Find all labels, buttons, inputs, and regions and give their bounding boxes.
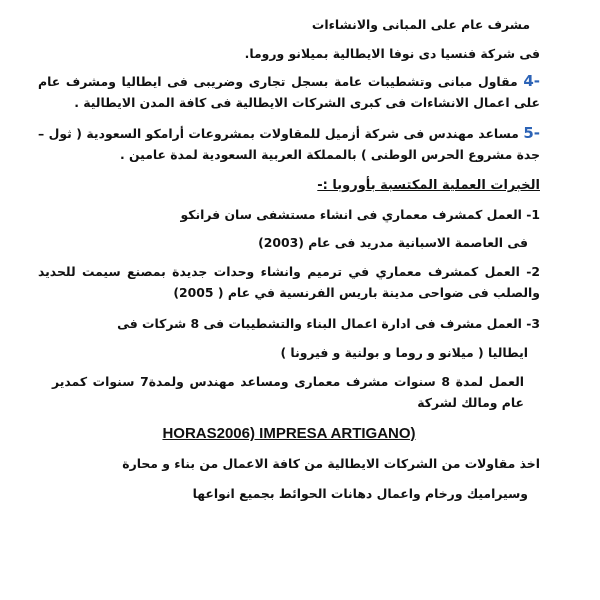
document-body [38,14,540,504]
contracting-line-1: اخذ مقاولات من الشركات الايطالية من كافة الاعمال من بناء و محارة [122,456,540,471]
experience-1-line-1: 1- العمل كمشرف معماري فى انشاء مستشفى سان فرانكو [180,207,540,222]
text-line-2: فى شركة فنسيا دى نوفا الايطالية بميلانو وروما. [244,46,540,61]
paragraph-5-text: مساعد مهندس فى شركة أزميل للمقاولات بمشروعات أرامكو السعودية ( ثول – جدة مشروع الحرس الوطنى ) بالمملكة العربية السعودية لمدة عامين . [38,126,540,162]
paragraph-4-text: مقاول مبانى وتشطيبات عامة بسجل تجارى وضريبى فى ايطاليا ومشرف عام على اعمال الانشاءات فى كبرى الشركات الايطالية فى كافة المدن الايطالية . [38,74,540,110]
paragraph-4 [38,71,540,113]
item-number-4: -4 [523,72,540,90]
item-number-5: -5 [523,124,540,142]
experience-3-line-1: 3- العمل مشرف فى ادارة اعمال البناء والتشطيبات فى 8 شركات فى [117,316,540,331]
experience-1-line-2: فى العاصمة الاسبانية مدريد فى عام (2003) [258,235,528,250]
section-heading: الخبرات العملية المكتسبة بأوروبا :- [317,178,540,193]
experience-4: العمل لمدة 8 سنوات مشرف معمارى ومساعد مهندس ولمدة7 سنوات كمدير عام ومالك لشركة [52,374,524,410]
company-name-latin: HORAS2006) IMPRESA ARTIGANO) [162,425,416,442]
text-line-1: مشرف عام على المبانى والانشاءات [311,17,530,32]
experience-3-line-2: ايطاليا ( ميلانو و روما و بولنية و فيرونا ) [280,345,528,360]
contracting-line-2: وسيراميك ورخام واعمال دهانات الحوائط بجميع انواعها [192,486,528,501]
paragraph-5 [38,123,540,165]
experience-2: 2- العمل كمشرف معماري في ترميم وانشاء وحدات جديدة بمصنع سيمت للحديد والصلب فى ضواحى مدينة باريس الفرنسية في عام ( 2005) [38,264,540,300]
